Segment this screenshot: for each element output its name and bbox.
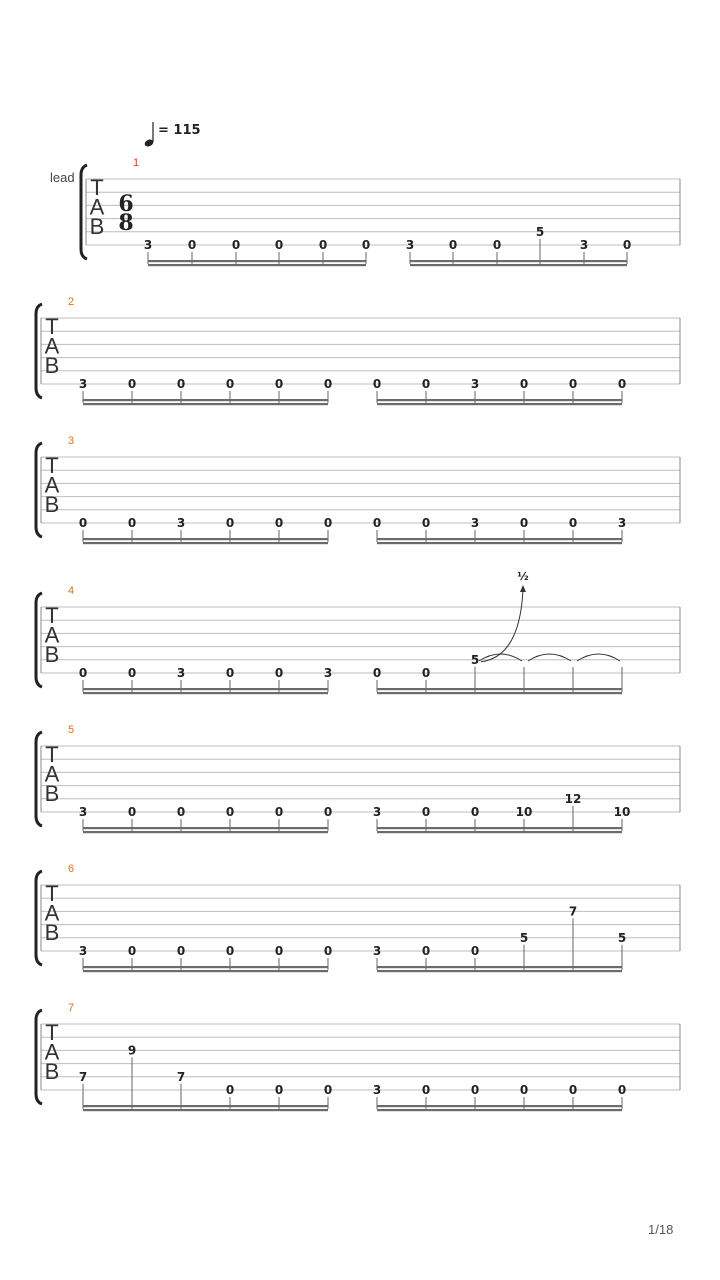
fret-number: 5 — [535, 224, 545, 239]
fret-number: 3 — [617, 516, 627, 530]
fret-number: 0 — [421, 1083, 431, 1097]
beam-primary — [377, 827, 622, 829]
tab-system — [36, 863, 680, 972]
fret-number: 0 — [470, 805, 480, 819]
fret-number: 0 — [78, 516, 88, 530]
tab-system — [36, 724, 680, 833]
bend-curve — [481, 589, 523, 662]
fret-number: 7 — [568, 904, 578, 919]
measure-number: 1 — [133, 157, 140, 169]
beam-primary — [83, 399, 328, 401]
fret-number: 0 — [225, 516, 235, 530]
fret-number: 0 — [372, 516, 382, 530]
beam-secondary — [377, 831, 622, 833]
fret-number: 3 — [579, 238, 589, 252]
fret-number: 0 — [323, 377, 333, 391]
fret-number: 0 — [617, 1083, 627, 1097]
beam-secondary — [377, 692, 622, 694]
beam-primary — [377, 399, 622, 401]
fret-number: 5 — [617, 930, 627, 945]
fret-number: 0 — [568, 516, 578, 530]
fret-number: 0 — [323, 1083, 333, 1097]
page-number: 1/18 — [648, 1222, 674, 1237]
fret-number: 12 — [564, 791, 582, 806]
fret-number: 0 — [519, 1083, 529, 1097]
tab-clef-letter: T — [90, 175, 104, 200]
beam-primary — [377, 1105, 622, 1107]
beam-secondary — [83, 970, 328, 972]
fret-number: 0 — [225, 666, 235, 680]
fret-number: 9 — [127, 1043, 137, 1058]
beam-secondary — [83, 831, 328, 833]
beam-primary — [83, 966, 328, 968]
tab-clef-letter: B — [89, 214, 105, 239]
fret-number: 0 — [274, 944, 284, 958]
beam-primary — [410, 260, 627, 262]
fret-number: 0 — [274, 377, 284, 391]
fret-number: 0 — [318, 238, 328, 252]
fret-number: 0 — [127, 805, 137, 819]
tab-clef-letter: B — [44, 781, 60, 806]
fret-number: 0 — [225, 1083, 235, 1097]
fret-number: 0 — [568, 1083, 578, 1097]
fret-number: 0 — [492, 238, 502, 252]
tab-clef-letter: B — [44, 920, 60, 945]
tab-clef-letter: B — [44, 353, 60, 378]
track-label: lead — [50, 170, 75, 185]
fret-number: 0 — [225, 377, 235, 391]
fret-number: 3 — [78, 377, 88, 391]
measure-number: 7 — [68, 1002, 75, 1014]
fret-number: 0 — [323, 516, 333, 530]
fret-number: 0 — [231, 238, 241, 252]
measure-number: 5 — [68, 724, 75, 736]
tab-system — [36, 296, 680, 405]
tempo-text: = 115 — [158, 123, 201, 138]
fret-number: 3 — [78, 805, 88, 819]
fret-number: 0 — [617, 377, 627, 391]
fret-number: 0 — [323, 805, 333, 819]
fret-number: 3 — [176, 516, 186, 530]
measure-number: 4 — [68, 585, 75, 597]
fret-number: 3 — [323, 666, 333, 680]
fret-number: 10 — [613, 805, 631, 819]
time-signature-top: 6 — [118, 191, 134, 217]
tab-clef-letter: B — [44, 492, 60, 517]
tab-system — [36, 570, 680, 694]
measure-number: 2 — [68, 296, 75, 308]
tab-clef-letter: T — [45, 742, 59, 767]
tab-clef-letter: T — [45, 881, 59, 906]
bend-label: ½ — [517, 570, 529, 583]
fret-number: 7 — [176, 1069, 186, 1084]
fret-number: 0 — [127, 666, 137, 680]
beam-primary — [148, 260, 366, 262]
fret-number: 0 — [470, 1083, 480, 1097]
fret-number: 0 — [622, 238, 632, 252]
fret-number: 3 — [372, 1083, 382, 1097]
fret-number: 0 — [361, 238, 371, 252]
fret-number: 3 — [78, 944, 88, 958]
fret-number: 10 — [515, 805, 533, 819]
fret-number: 3 — [470, 516, 480, 530]
beam-secondary — [377, 403, 622, 405]
beam-primary — [83, 688, 328, 690]
fret-number: 0 — [421, 377, 431, 391]
fret-number: 0 — [372, 666, 382, 680]
beam-secondary — [377, 970, 622, 972]
beam-primary — [83, 538, 328, 540]
tab-clef-letter: B — [44, 642, 60, 667]
beam-secondary — [83, 403, 328, 405]
fret-number: 0 — [421, 516, 431, 530]
fret-number: 0 — [176, 377, 186, 391]
beam-primary — [377, 688, 622, 690]
measure-number: 3 — [68, 435, 75, 447]
tab-clef-letter: B — [44, 1059, 60, 1084]
fret-number: 0 — [176, 805, 186, 819]
fret-number: 3 — [176, 666, 186, 680]
fret-number: 7 — [78, 1069, 88, 1084]
tab-system — [36, 435, 680, 544]
fret-number: 0 — [568, 377, 578, 391]
fret-number: 0 — [78, 666, 88, 680]
fret-number: 0 — [323, 944, 333, 958]
fret-number: 5 — [470, 652, 480, 667]
fret-number: 0 — [225, 944, 235, 958]
fret-number: 0 — [470, 944, 480, 958]
fret-number: 0 — [127, 516, 137, 530]
time-signature-bottom: 8 — [118, 210, 134, 236]
fret-number: 0 — [274, 666, 284, 680]
fret-number: 0 — [519, 516, 529, 530]
bend-arrow-icon — [520, 585, 526, 592]
beam-primary — [377, 538, 622, 540]
fret-number: 0 — [448, 238, 458, 252]
fret-number: 3 — [470, 377, 480, 391]
fret-number: 0 — [274, 516, 284, 530]
fret-number: 3 — [405, 238, 415, 252]
beam-primary — [83, 827, 328, 829]
beam-secondary — [377, 1109, 622, 1111]
tab-system — [81, 157, 680, 266]
tab-clef-letter: A — [44, 761, 60, 787]
tab-clef-letter: T — [45, 314, 59, 339]
tab-clef-letter: A — [44, 1039, 60, 1065]
tab-clef-letter: A — [44, 622, 60, 648]
fret-number: 3 — [372, 805, 382, 819]
beam-secondary — [83, 542, 328, 544]
tab-clef-letter: A — [44, 333, 60, 359]
fret-number: 0 — [274, 238, 284, 252]
fret-number: 0 — [225, 805, 235, 819]
quarter-note-icon — [144, 122, 155, 148]
fret-number: 0 — [274, 805, 284, 819]
fret-number: 0 — [421, 666, 431, 680]
tab-clef-letter: A — [44, 900, 60, 926]
fret-number: 0 — [274, 1083, 284, 1097]
beam-primary — [377, 966, 622, 968]
tempo-marking — [144, 122, 201, 148]
beam-secondary — [148, 264, 366, 266]
beam-primary — [83, 1105, 328, 1107]
fret-number: 0 — [519, 377, 529, 391]
tab-clef-letter: T — [45, 603, 59, 628]
tab-clef-letter: A — [44, 472, 60, 498]
beam-secondary — [83, 692, 328, 694]
fret-number: 5 — [519, 930, 529, 945]
tab-system — [36, 1002, 680, 1111]
fret-number: 0 — [176, 944, 186, 958]
fret-number: 0 — [127, 944, 137, 958]
fret-number: 0 — [421, 805, 431, 819]
fret-number: 3 — [372, 944, 382, 958]
fret-number: 0 — [421, 944, 431, 958]
fret-number: 0 — [372, 377, 382, 391]
beam-secondary — [83, 1109, 328, 1111]
tab-clef-letter: A — [89, 194, 105, 220]
measure-number: 6 — [68, 863, 75, 875]
fret-number: 0 — [127, 377, 137, 391]
fret-number: 0 — [187, 238, 197, 252]
tab-clef-letter: T — [45, 1020, 59, 1045]
beam-secondary — [377, 542, 622, 544]
fret-number: 3 — [143, 238, 153, 252]
tab-clef-letter: T — [45, 453, 59, 478]
beam-secondary — [410, 264, 627, 266]
